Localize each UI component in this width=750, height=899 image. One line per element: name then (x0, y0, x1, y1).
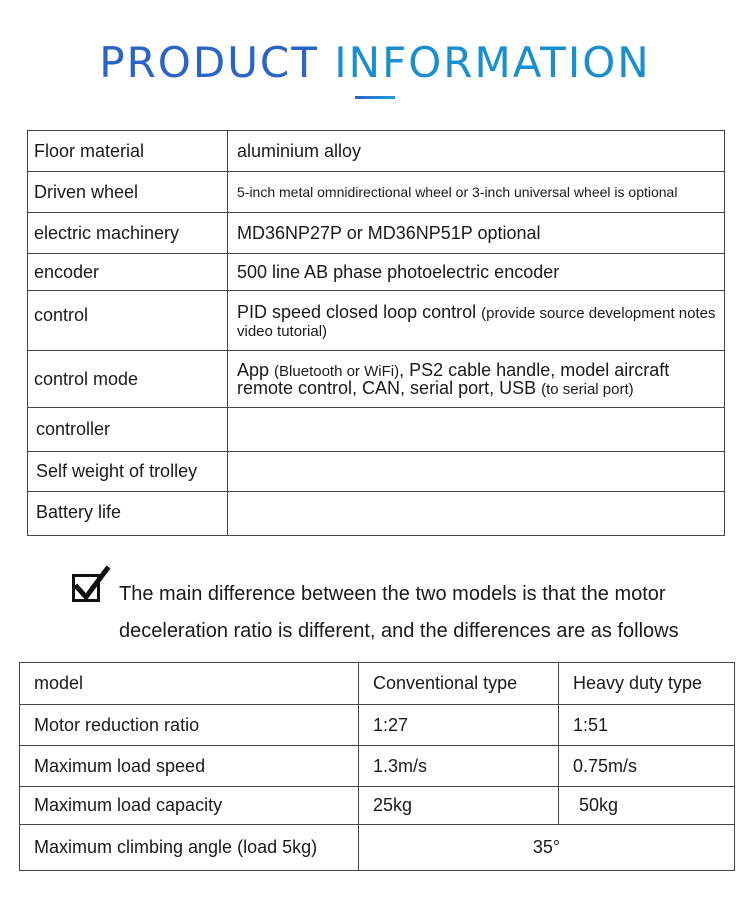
page-title (0, 38, 750, 87)
row-label: Maximum climbing angle (load 5kg) (20, 825, 359, 871)
row-label: Maximum load speed (20, 746, 359, 787)
mode-app: App (237, 360, 270, 380)
title-part-1: PRODUCT (99, 38, 335, 87)
spec-label: encoder (28, 254, 228, 291)
spec-label: Battery life (28, 492, 228, 536)
spec-label: Self weight of trolley (28, 452, 228, 492)
table-row (28, 213, 725, 254)
row-value: 35° (359, 825, 735, 871)
header-model: model (20, 663, 359, 705)
checkmark-icon (71, 565, 111, 605)
row-heavy: 0.75m/s (559, 746, 735, 787)
table-row (28, 291, 725, 351)
spec-label: control mode (28, 351, 228, 408)
spec-label: Floor material (28, 131, 228, 172)
header-heavy: Heavy duty type (559, 663, 735, 705)
spec-label: control (28, 291, 228, 351)
spec-label: controller (28, 408, 228, 452)
spec-value (228, 452, 725, 492)
spec-value: aluminium alloy (228, 131, 725, 172)
row-conventional: 1.3m/s (359, 746, 559, 787)
row-conventional: 1:27 (359, 705, 559, 746)
row-label: Motor reduction ratio (20, 705, 359, 746)
row-conventional: 25kg (359, 787, 559, 825)
table-row (28, 172, 725, 213)
table-row (28, 351, 725, 408)
checkbox-checked-icon (72, 574, 100, 602)
table-row (28, 492, 725, 536)
control-note: (provide source development notes video tutorial) (237, 304, 716, 340)
mode-app-note: (Bluetooth or WiFi) (274, 363, 400, 380)
spec-label: electric machinery (28, 213, 228, 254)
table-row (28, 408, 725, 452)
spec-value: MD36NP27P or MD36NP51P optional (228, 213, 725, 254)
table-row (20, 746, 735, 787)
header-conventional: Conventional type (359, 663, 559, 705)
compare-table (19, 662, 735, 871)
spec-value (228, 291, 725, 351)
table-header-row (20, 663, 735, 705)
table-row (28, 131, 725, 172)
table-row (20, 825, 735, 871)
spec-value: 500 line AB phase photoelectric encoder (228, 254, 725, 291)
spec-table (27, 130, 725, 536)
table-row (28, 452, 725, 492)
title-part-2: INFORMATION (334, 38, 651, 87)
spec-value (228, 351, 725, 408)
mode-note: (to serial port) (541, 381, 634, 398)
mode-main: , PS2 cable handle, model aircraft remote control, CAN, serial port, USB (237, 360, 670, 398)
control-main: PID speed closed loop control (237, 301, 477, 322)
table-row (28, 254, 725, 291)
table-row (20, 787, 735, 825)
spec-value (228, 408, 725, 452)
note-text: The main difference between the two models is that the motor deceleration ratio is different, and the differences are as follows (119, 583, 679, 642)
row-heavy: 1:51 (559, 705, 735, 746)
spec-value: 5-inch metal omnidirectional wheel or 3-inch universal wheel is optional (228, 172, 725, 213)
spec-label: Driven wheel (28, 172, 228, 213)
spec-value (228, 492, 725, 536)
row-label: Maximum load capacity (20, 787, 359, 825)
title-underline (355, 96, 395, 99)
table-row (20, 705, 735, 746)
row-heavy: 50kg (559, 787, 735, 825)
